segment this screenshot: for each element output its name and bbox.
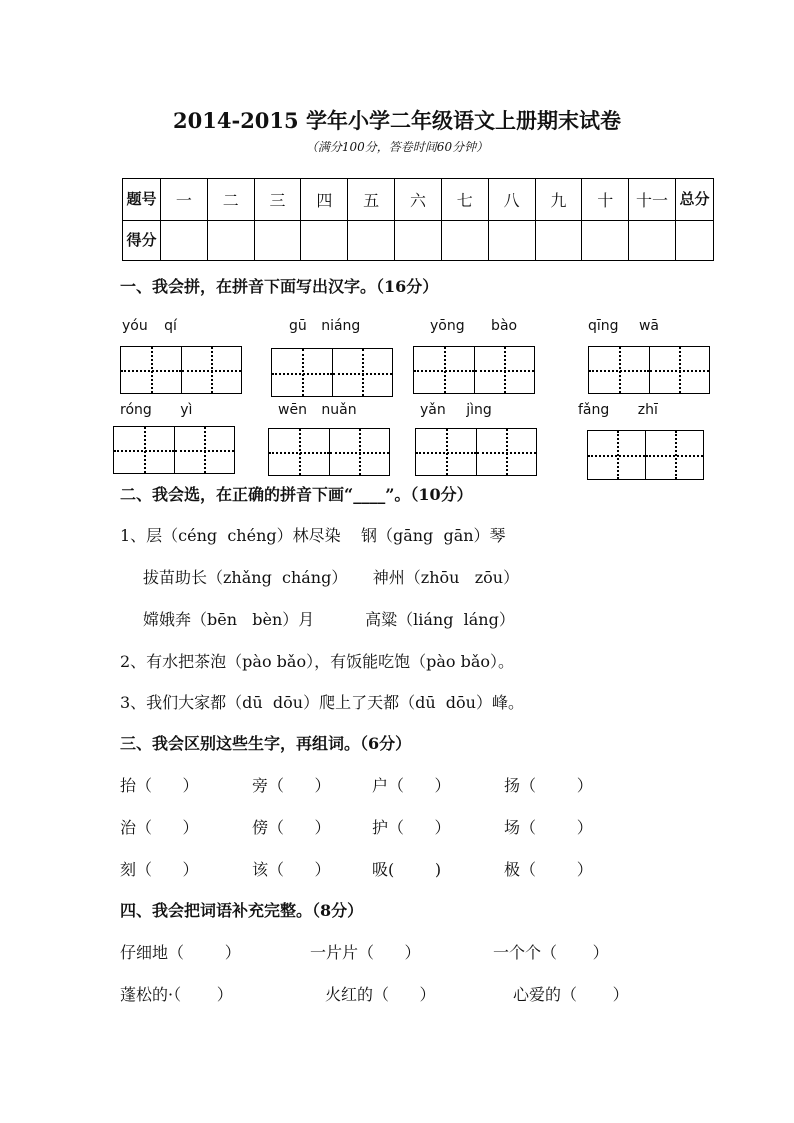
- page-title: 2014-2015 学年小学二年级语文上册期末试卷: [173, 108, 621, 133]
- word-blank[interactable]: 护（ ）: [372, 818, 451, 837]
- pinyin-label: yǎn jìng: [420, 402, 492, 418]
- question-col: 二: [207, 179, 254, 221]
- pinyin-label: róng yì: [120, 402, 193, 418]
- score-cell[interactable]: [676, 221, 714, 261]
- pinyin-label: yōng bào: [430, 318, 518, 334]
- word-blank[interactable]: 抬（ ）: [120, 776, 199, 795]
- score-cell[interactable]: [254, 221, 301, 261]
- section4-heading: 四、我会把词语补充完整。（8分）: [120, 901, 364, 920]
- total-col: 总分: [676, 179, 714, 221]
- phrase-blank[interactable]: 一片片（ ）: [310, 943, 421, 962]
- question-col: 三: [254, 179, 301, 221]
- score-cell[interactable]: [161, 221, 208, 261]
- question-col: 七: [441, 179, 488, 221]
- pinyin-label: yóu qí: [122, 318, 177, 334]
- score-cell[interactable]: [441, 221, 488, 261]
- question-col: 一: [161, 179, 208, 221]
- word-blank[interactable]: 户（ ）: [372, 776, 451, 795]
- section3-heading: 三、我会区别这些生字，再组词。（6分）: [120, 734, 412, 753]
- phrase-blank[interactable]: 仔细地（ ）: [120, 943, 241, 962]
- phrase-blank[interactable]: 一个个（ ）: [493, 943, 609, 962]
- section1-heading: 一、我会拼，在拼音下面写出汉字。（16分）: [120, 277, 439, 296]
- choice-line: 1、层（céng chéng）林尽染 钢（gāng gān）琴: [120, 526, 506, 545]
- score-cell[interactable]: [488, 221, 535, 261]
- score-cell[interactable]: [582, 221, 629, 261]
- choice-line: 3、我们大家都（dū dōu）爬上了天都（dū dōu）峰。: [120, 693, 524, 712]
- phrase-blank[interactable]: 心爱的（ ）: [513, 985, 629, 1004]
- word-blank[interactable]: 扬（ ）: [504, 776, 593, 795]
- score-cell[interactable]: [301, 221, 348, 261]
- question-col: 八: [488, 179, 535, 221]
- word-blank[interactable]: 傍（ ）: [252, 818, 331, 837]
- score-cell[interactable]: [207, 221, 254, 261]
- phrase-blank[interactable]: 火红的（ ）: [325, 985, 436, 1004]
- row-label-question-number: 题号: [123, 179, 161, 221]
- writing-grid[interactable]: [415, 428, 537, 476]
- writing-grid[interactable]: [120, 346, 242, 394]
- writing-grid[interactable]: [587, 430, 704, 480]
- writing-grid[interactable]: [413, 346, 535, 394]
- score-cell[interactable]: [395, 221, 442, 261]
- score-cell[interactable]: [535, 221, 582, 261]
- writing-grid[interactable]: [113, 426, 235, 474]
- word-blank[interactable]: 治（ ）: [120, 818, 199, 837]
- score-cell[interactable]: [348, 221, 395, 261]
- word-blank[interactable]: 场（ ）: [504, 818, 593, 837]
- score-cell[interactable]: [629, 221, 676, 261]
- writing-grid[interactable]: [588, 346, 710, 394]
- writing-grid[interactable]: [271, 348, 393, 397]
- score-table: [122, 178, 714, 261]
- page-subtitle: （满分100分，答卷时间60分钟）: [305, 140, 489, 154]
- word-blank[interactable]: 刻（ ）: [120, 860, 199, 879]
- question-col: 四: [301, 179, 348, 221]
- question-col: 九: [535, 179, 582, 221]
- question-col: 五: [348, 179, 395, 221]
- question-col: 十一: [629, 179, 676, 221]
- pinyin-label: qīng wā: [588, 318, 660, 334]
- question-col: 十: [582, 179, 629, 221]
- word-blank[interactable]: 极（ ）: [504, 860, 593, 879]
- choice-line: 2、有水把茶泡（pào bǎo），有饭能吃饱（pào bǎo）。: [120, 652, 515, 671]
- section2-heading: 二、我会选，在正确的拼音下画“____”。（10分）: [120, 485, 473, 504]
- pinyin-label: fǎng zhī: [578, 402, 658, 418]
- word-blank[interactable]: 旁（ ）: [252, 776, 331, 795]
- word-blank[interactable]: 吸( ): [372, 860, 442, 879]
- choice-line: 嫦娥奔（bēn bèn）月 高粱（liáng láng）: [143, 610, 515, 629]
- question-col: 六: [395, 179, 442, 221]
- writing-grid[interactable]: [268, 428, 390, 476]
- pinyin-label: gū niáng: [289, 318, 361, 334]
- word-blank[interactable]: 该（ ）: [252, 860, 331, 879]
- score-table-score-row: [123, 221, 714, 261]
- phrase-blank[interactable]: 蓬松的·（ ）: [120, 985, 233, 1004]
- pinyin-label: wēn nuǎn: [278, 402, 357, 418]
- row-label-score: 得分: [123, 221, 161, 261]
- score-table-header-row: [123, 179, 714, 221]
- choice-line: 拔苗助长（zhǎng cháng） 神州（zhōu zōu）: [143, 568, 520, 587]
